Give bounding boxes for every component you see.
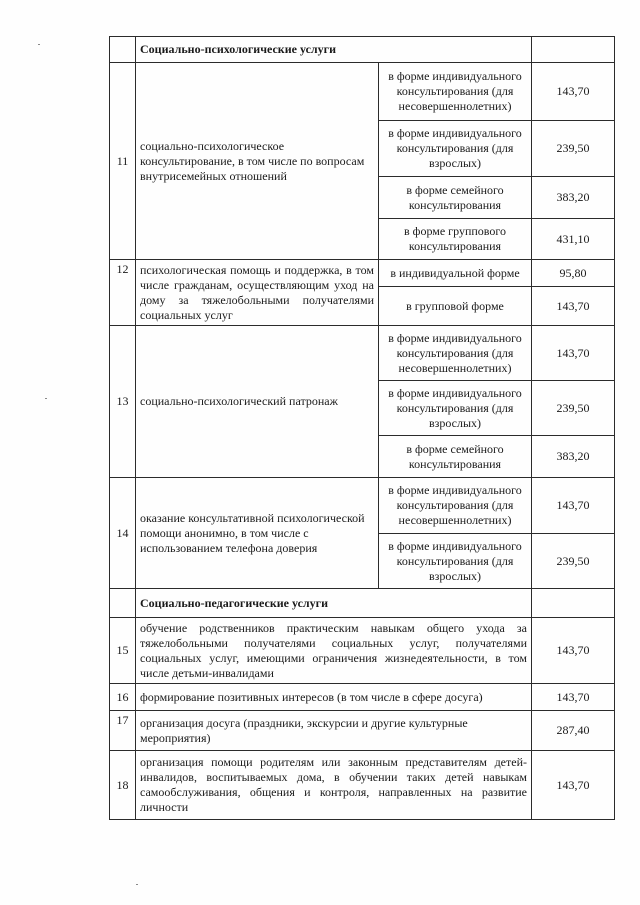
service-form: в форме семейного консультирования [379,177,532,219]
scan-speck [136,884,138,885]
service-form: в форме индивидуального консультирования (для взрослых) [379,121,532,177]
row-number: 12 [110,260,136,326]
service-form: в форме индивидуального консультирования (для взрослых) [379,534,532,589]
service-name: организация помощи родителям или законным представителям детей-инвалидов, воспитываемых дома, в обучении таких детей навыкам самообслуживания, общения и контроля, направленных на развитие личности [136,751,532,820]
row-number: 13 [110,326,136,478]
section-price-cell [532,37,615,63]
price-cell: 239,50 [532,534,615,589]
service-form: в форме семейного консультирования [379,436,532,478]
table-row [110,684,615,711]
service-form: в форме группового консультирования [379,219,532,260]
price-cell: 143,70 [532,287,615,326]
table-row [110,63,615,121]
service-form: в индивидуальной форме [379,260,532,287]
service-name: социально-психологический патронаж [136,326,379,478]
section-price-cell [532,589,615,618]
scan-speck [38,44,40,45]
price-cell: 143,70 [532,326,615,381]
price-cell: 287,40 [532,711,615,751]
row-number: 18 [110,751,136,820]
service-form: в групповой форме [379,287,532,326]
row-number: 16 [110,684,136,711]
service-name: обучение родственников практическим навыкам общего ухода за тяжелобольными получателями социальных услуг, получателями социальных услуг, имеющими ограничения жизнедеятельности, в том числе детьми-инвалидами [136,618,532,684]
row-number: 14 [110,478,136,589]
price-cell: 143,70 [532,618,615,684]
table-row [110,618,615,684]
services-price-table [109,36,615,820]
row-number: 17 [110,711,136,751]
service-name: организация досуга (праздники, экскурсии и другие культурные мероприятия) [136,711,532,751]
table-row [110,751,615,820]
section-num-cell [110,37,136,63]
service-form: в форме индивидуального консультирования (для несовершеннолетних) [379,326,532,381]
price-cell: 383,20 [532,177,615,219]
price-cell: 383,20 [532,436,615,478]
price-cell: 95,80 [532,260,615,287]
scan-speck [45,398,47,399]
table-row [110,711,615,751]
price-cell: 143,70 [532,684,615,711]
section-title: Социально-педагогические услуги [136,589,532,618]
service-name: формирование позитивных интересов (в том числе в сфере досуга) [136,684,532,711]
table-row [110,326,615,381]
row-number: 15 [110,618,136,684]
service-name: оказание консультативной психологической помощи анонимно, в том числе с использованием телефона доверия [136,478,379,589]
section-num-cell [110,589,136,618]
service-form: в форме индивидуального консультирования (для взрослых) [379,381,532,436]
price-cell: 143,70 [532,478,615,534]
table-row [110,478,615,534]
price-cell: 143,70 [532,751,615,820]
service-name: психологическая помощь и поддержка, в том числе гражданам, осуществляющим уход на дому за тяжелобольными получателями социальных услуг [136,260,379,326]
price-cell: 239,50 [532,381,615,436]
section-title: Социально-психологические услуги [136,37,532,63]
service-form: в форме индивидуального консультирования (для несовершеннолетних) [379,478,532,534]
service-name: социально-психологическое консультирование, в том числе по вопросам внутрисемейных отношений [136,63,379,260]
price-cell: 239,50 [532,121,615,177]
price-cell: 143,70 [532,63,615,121]
row-number: 11 [110,63,136,260]
section-header-row [110,37,615,63]
table-row [110,260,615,287]
price-cell: 431,10 [532,219,615,260]
service-form: в форме индивидуального консультирования (для несовершеннолетних) [379,63,532,121]
section-header-row [110,589,615,618]
